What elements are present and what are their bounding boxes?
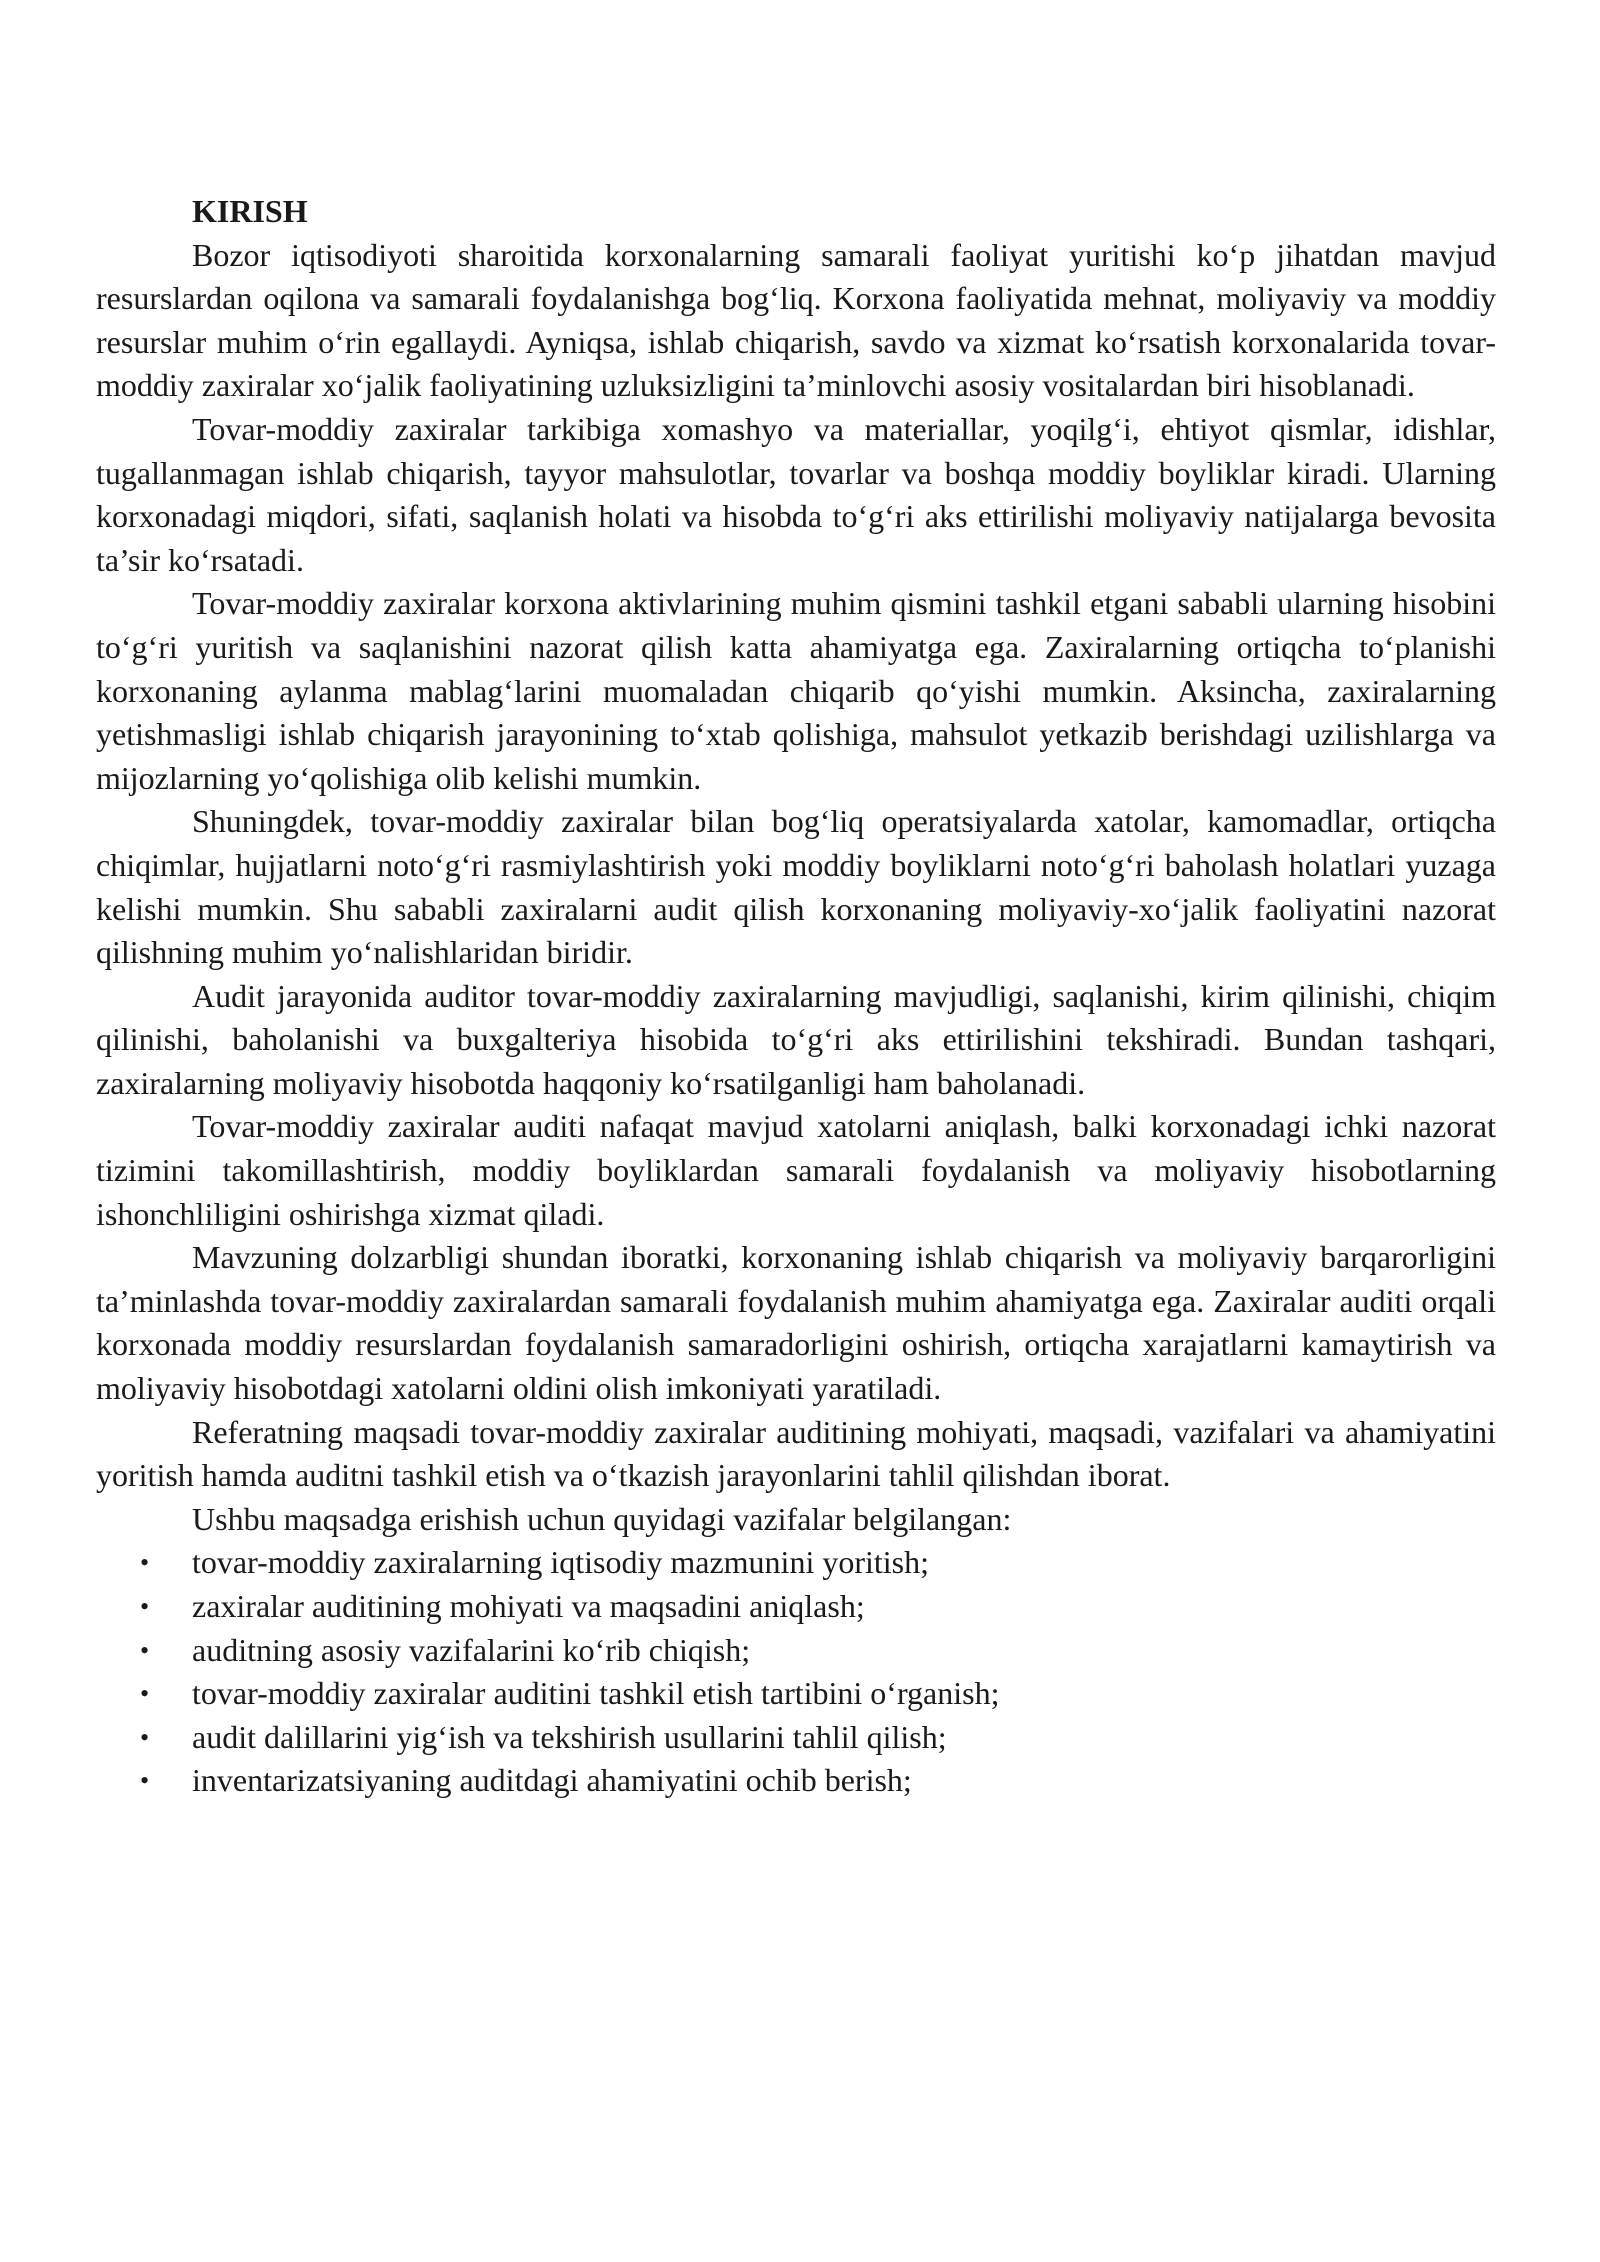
paragraph: Tovar-moddiy zaxiralar korxona aktivlarining muhim qismini tashkil etgani sababli ularning hisobini to‘g‘ri yuritish va saqlanishini nazorat qilish katta ahamiyatga ega. Zaxiralarning ortiqcha to‘planishi korxonaning aylanma mablag‘larini muomaladan chiqarib qo‘yishi mumkin. Aksincha, zaxiralarning yetishmasligi ishlab chiqarish jarayonining to‘xtab qolishiga, mahsulot yetkazib berishdagi uzilishlarga va mijozlarning yo‘qolishiga olib kelishi mumkin. [96, 585, 1496, 796]
list-item-text: auditning asosiy vazifalarini ko‘rib chiqish; [192, 1631, 751, 1668]
bullet-icon: • [140, 1679, 150, 1709]
list-item [96, 1716, 1496, 1760]
list-item [96, 1759, 1496, 1803]
bullet-icon: • [140, 1635, 150, 1665]
paragraph: Tovar-moddiy zaxiralar auditi nafaqat mavjud xatolarni aniqlash, balki korxonadagi ichki nazorat tizimini takomillashtirish, moddiy boyliklardan samarali foydalanish va moliyaviy hisobotlarning ishonchliligini oshirishga xizmat qiladi. [96, 1108, 1496, 1232]
task-intro: Ushbu maqsadga erishish uchun quyidagi vazifalar belgilangan: [192, 1500, 1012, 1537]
paragraph: Tovar-moddiy zaxiralar tarkibiga xomashyo va materiallar, yoqilg‘i, ehtiyot qismlar, idishlar, tugallanmagan ishlab chiqarish, tayyor mahsulotlar, tovarlar va boshqa moddiy boyliklar kiradi. Ularning korxonadagi miqdori, sifati, saqlanish holati va hisobda to‘g‘ri aks ettirilishi moliyaviy natijalarga bevosita ta’sir ko‘rsatadi. [96, 410, 1496, 578]
paragraph: Shuningdek, tovar-moddiy zaxiralar bilan bog‘liq operatsiyalarda xatolar, kamomadlar, ortiqcha chiqimlar, hujjatlarni noto‘g‘ri rasmiylashtirish yoki moddiy boyliklarni noto‘g‘ri baholash holatlari yuzaga kelishi mumkin. Shu sababli zaxiralarni audit qilish korxonaning moliyaviy-xo‘jalik faoliyatini nazorat qilishning muhim yo‘nalishlaridan biridir. [96, 803, 1496, 971]
paragraph: Referatning maqsadi tovar-moddiy zaxiralar auditining mohiyati, maqsadi, vazifalari va ahamiyatini yoritish hamda auditni tashkil etish va o‘tkazish jarayonlarini tahlil qilishdan iborat. [96, 1413, 1496, 1494]
list-item-text: tovar-moddiy zaxiralarning iqtisodiy mazmunini yoritish; [192, 1544, 929, 1581]
list-item [96, 1585, 1496, 1629]
bullet-icon: • [140, 1592, 150, 1621]
list-item-text: tovar-moddiy zaxiralar auditini tashkil etish tartibini o‘rganish; [192, 1675, 1000, 1712]
bullet-icon: • [140, 1722, 150, 1752]
task-list [96, 1541, 1496, 1803]
list-item-text: inventarizatsiyaning auditdagi ahamiyatini ochib berish; [192, 1762, 912, 1799]
document-page [96, 190, 1496, 1803]
list-item [96, 1672, 1496, 1716]
list-item [96, 1541, 1496, 1585]
bullet-icon: • [140, 1766, 150, 1796]
paragraph: Mavzuning dolzarbligi shundan iboratki, korxonaning ishlab chiqarish va moliyaviy barqarorligini ta’minlashda tovar-moddiy zaxiralardan samarali foydalanish muhim ahamiyatga ega. Zaxiralar auditi orqali korxonada moddiy resurslardan foydalanish samaradorligini oshirish, ortiqcha xarajatlarni kamaytirish va moliyaviy hisobotdagi xatolarni oldini olish imkoniyati yaratiladi. [96, 1239, 1496, 1407]
paragraph: Bozor iqtisodiyoti sharoitida korxonalarning samarali faoliyat yuritishi ko‘p jihatdan mavjud resurslardan oqilona va samarali foydalanishga bog‘liq. Korxona faoliyatida mehnat, moliyaviy va moddiy resurslar muhim o‘rin egallaydi. Ayniqsa, ishlab chiqarish, savdo va xizmat ko‘rsatish korxonalarida tovar-moddiy zaxiralar xo‘jalik faoliyatining uzluksizligini ta’minlovchi asosiy vositalardan biri hisoblanadi. [96, 236, 1496, 404]
bullet-icon: • [140, 1548, 150, 1578]
list-item-text: zaxiralar auditining mohiyati va maqsadini aniqlash; [192, 1588, 865, 1624]
list-item [96, 1629, 1496, 1673]
section-heading: KIRISH [192, 193, 308, 229]
list-item-text: audit dalillarini yig‘ish va tekshirish usullarini tahlil qilish; [192, 1718, 947, 1755]
paragraph: Audit jarayonida auditor tovar-moddiy zaxiralarning mavjudligi, saqlanishi, kirim qilinishi, chiqim qilinishi, baholanishi va buxgalteriya hisobida to‘g‘ri aks ettirilishini tekshiradi. Bundan tashqari, zaxiralarning moliyaviy hisobotda haqqoniy ko‘rsatilganligi ham baholanadi. [96, 977, 1496, 1101]
